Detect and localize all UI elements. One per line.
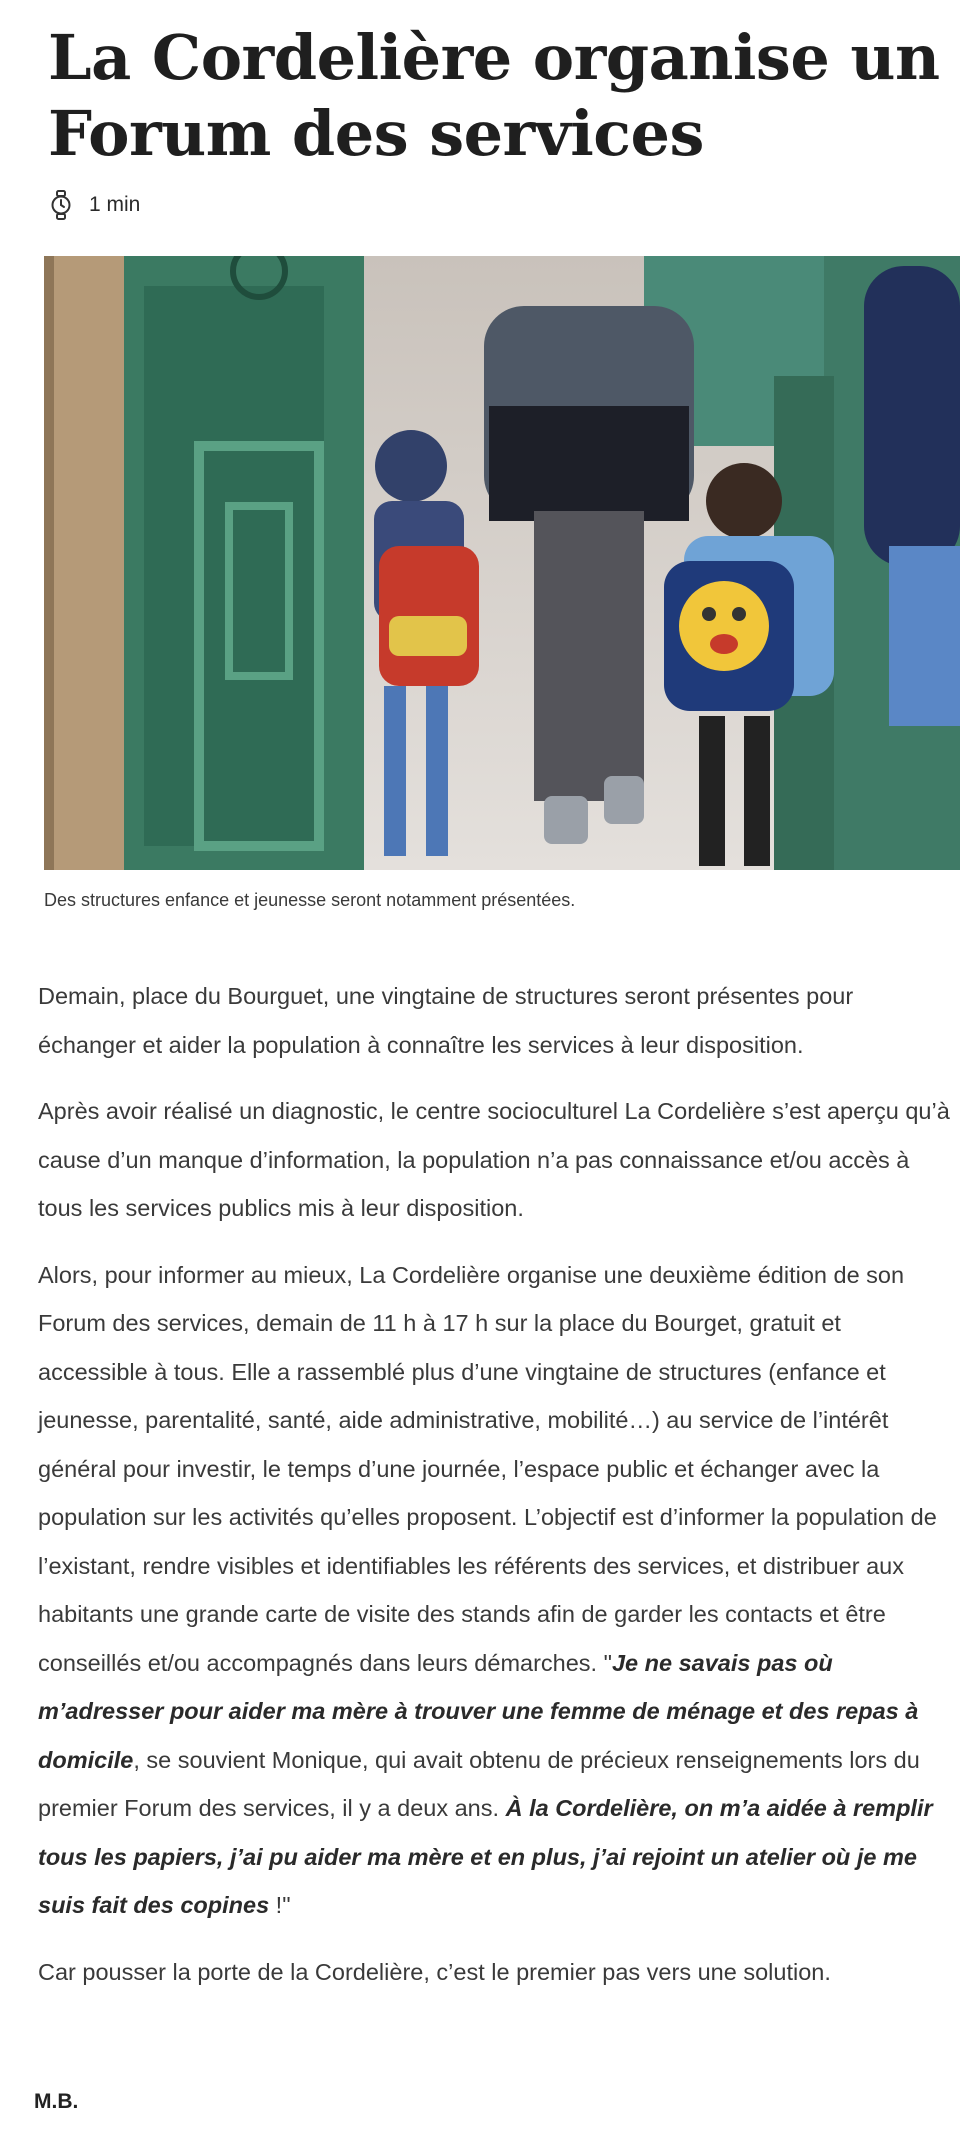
article-body [38, 972, 956, 2014]
quote-text: Je ne savais pas où m’adresser pour aider ma mère à trouver une femme de ménage et des repas à domicile [38, 1649, 919, 1773]
article-photo [44, 256, 960, 870]
photo-illustration [44, 256, 960, 870]
paragraph-text: !" [269, 1892, 291, 1918]
article-paragraph: Car pousser la porte de la Cordelière, c’est le premier pas vers une solution. [38, 1958, 831, 1985]
article-title: La Cordelière organise un Forum des services [48, 21, 940, 170]
photo-caption: Des structures enfance et jeunesse seront notamment présentées. [44, 890, 576, 910]
paragraph-text: , se souvient Monique, qui avait obtenu de précieux renseignements lors du premier Forum des services, il y a deux ans. [38, 1746, 920, 1821]
article-paragraph: Demain, place du Bourguet, une vingtaine de structures seront présentes pour échanger et aider la population à connaître les services à leur disposition. [38, 983, 854, 1058]
quote-text: À la Cordelière, on m’a aidée à remplir tous les papiers, j’ai pu aider ma mère et en plus, j’ai rejoint un atelier où je me suis fait des copines [38, 1795, 933, 1918]
paragraph-text: Alors, pour informer au mieux, La Cordelière organise une deuxième édition de son Forum des services, demain de 11 h à 17 h sur la place du Bourget, gratuit et accessible à tous. Elle a rassemblé plus d’une vingtaine de structures (enfance et jeunesse, parentalité, santé, aide administrative, mobilité…) au service de l’intérêt général pour investir, le temps d’une journée, l’espace public et échanger avec la population sur les activités qu’elles proposent. L’objectif est d’informer la population de l’existant, rendre visibles et identifiables les référents des services, et distribuer aux habitants une grande carte de visite des stands afin de garder les contacts et être conseillés et/ou accompagnés dans leurs démarches. " [38, 1261, 937, 1676]
article-paragraph-with-quotes [38, 1251, 956, 1930]
author-signature: M.B. [34, 2090, 79, 2113]
stopwatch-icon [50, 190, 72, 220]
read-time-label: 1 min [89, 193, 141, 216]
article-paragraph: Après avoir réalisé un diagnostic, le centre socioculturel La Cordelière s’est aperçu qu’à cause d’un manque d’information, la population n’a pas connaissance et/ou accès à tous les services publics mis à leur disposition. [38, 1098, 950, 1221]
read-time [50, 188, 140, 222]
